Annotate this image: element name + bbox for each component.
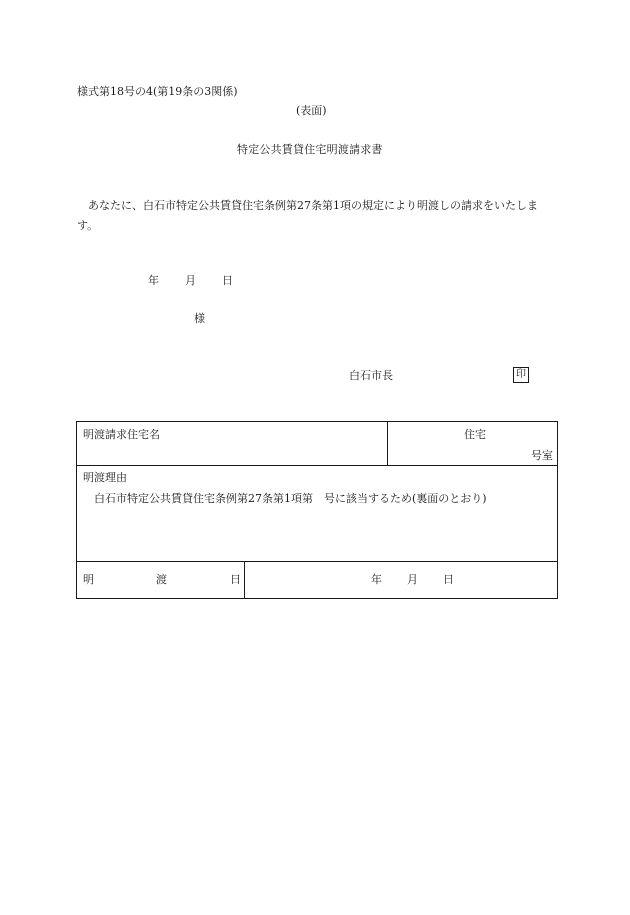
issue-date-year: 年 — [148, 274, 159, 287]
vacate-date-year: 年 — [371, 573, 382, 586]
vacate-date-day: 日 — [443, 573, 454, 586]
room-label: 号室 — [531, 449, 553, 462]
issue-date — [148, 274, 233, 288]
vacate-date-label-2: 渡 — [156, 573, 167, 586]
seal-stamp: 印 — [513, 367, 529, 383]
vacate-date-month: 月 — [407, 573, 418, 586]
issue-date-day: 日 — [222, 274, 233, 287]
vacate-date-value-cell — [245, 562, 558, 599]
reason-text: 白石市特定公共賃貸住宅条例第27条第1項第 号に該当するため(裏面のとおり) — [94, 492, 487, 505]
vacate-date-label-cell — [77, 562, 245, 599]
vacate-date-label-1: 明 — [83, 573, 94, 586]
housing-room-cell — [388, 422, 558, 466]
document-title: 特定公共賃貸住宅明渡請求書 — [237, 143, 383, 156]
issue-date-month: 月 — [185, 274, 196, 287]
request-body-text: あなたに、白石市特定公共賃貸住宅条例第27条第1項の規定により明渡しの請求をいたします。 — [77, 199, 538, 232]
issuer-name: 白石市長 — [349, 369, 393, 382]
face-label: (表面) — [296, 104, 327, 117]
housing-name-label: 明渡請求住宅名 — [83, 428, 160, 441]
reason-cell — [77, 466, 558, 562]
request-table — [76, 421, 558, 599]
vacate-date-label-3: 日 — [230, 573, 241, 586]
reason-label: 明渡理由 — [83, 471, 127, 484]
form-number: 様式第18号の4(第19条の3関係) — [77, 85, 238, 98]
addressee-honorific: 様 — [194, 312, 205, 325]
housing-name-cell — [77, 422, 388, 466]
housing-label: 住宅 — [464, 428, 486, 441]
